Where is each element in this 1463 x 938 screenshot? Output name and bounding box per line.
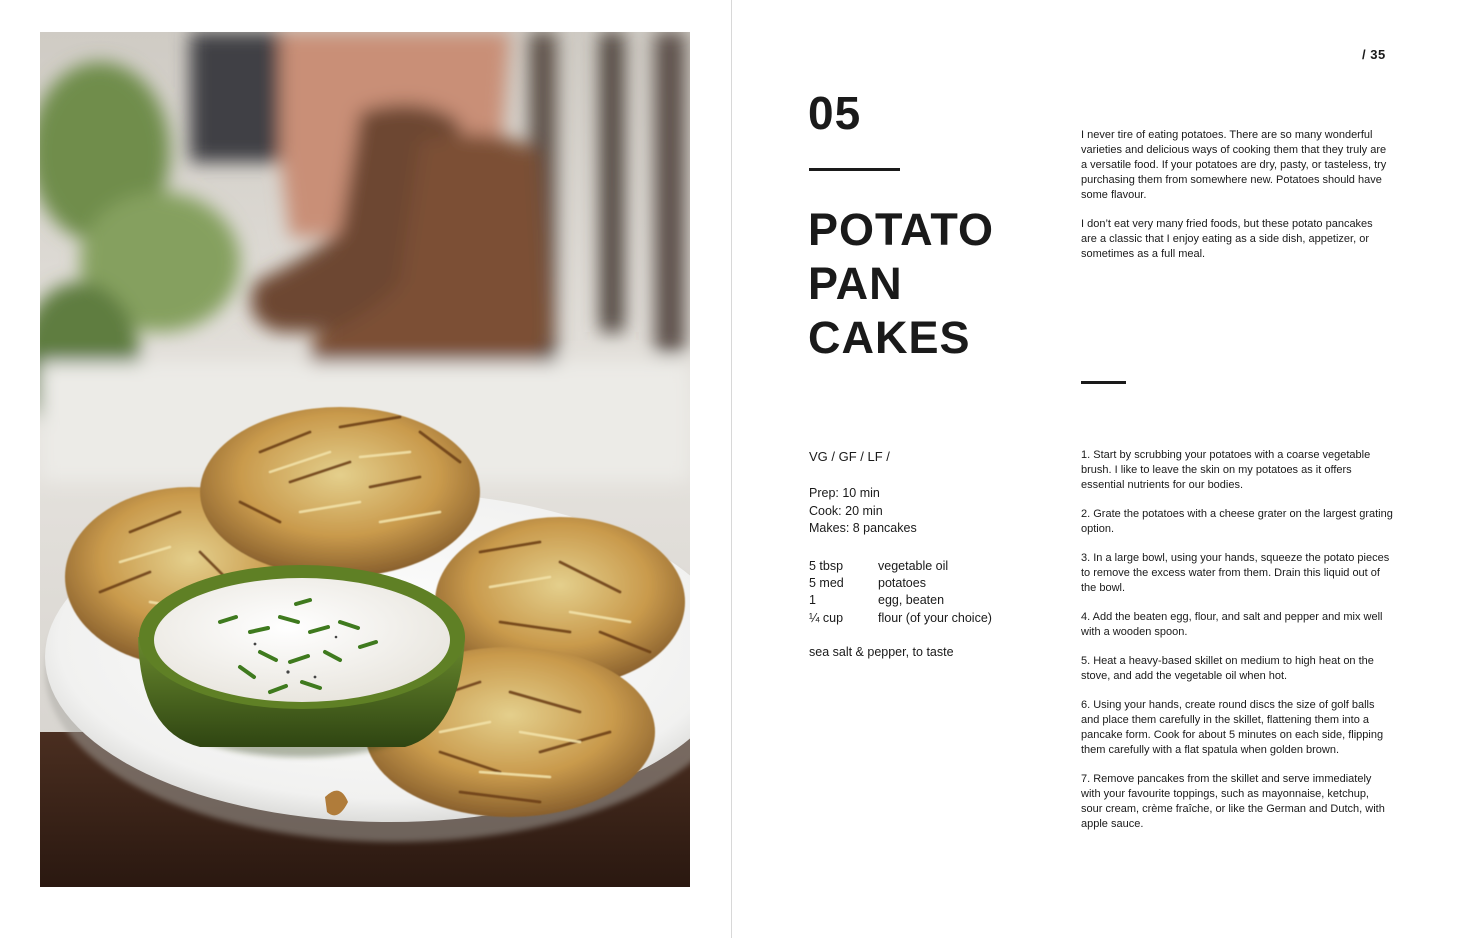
intro-paragraph: I never tire of eating potatoes. There are so many wonderful varieties and delicious ways of cooking them that they truly are a versatile food. If your potatoes are dry, pasty, or tasteless, try purchasing them from somewhere new. Potatoes should have some flavour.	[1081, 129, 1387, 201]
intro-paragraph: I don’t eat very many fried foods, but these potato pancakes are a classic that I enjoy eating as a side dish, appetizer, or sometimes as a full meal.	[1081, 218, 1373, 260]
yield: Makes: 8 pancakes	[809, 521, 917, 535]
method-step: 4. Add the beaten egg, flour, and salt and pepper and mix well with a wooden spoon.	[1081, 611, 1383, 638]
intro-text	[1081, 128, 1391, 276]
recipe-times	[809, 485, 917, 538]
ingredient-row	[809, 558, 992, 575]
title-line: POTATO	[808, 204, 994, 255]
title-line: PAN	[808, 258, 903, 309]
ingredient-row	[809, 610, 992, 627]
ingredient-quantity: 5 tbsp	[809, 559, 844, 573]
right-page	[732, 0, 1463, 938]
method-step: 1. Start by scrubbing your potatoes with a coarse vegetable brush. I like to leave the skin on my potatoes as it offers essential nutrients for our bodies.	[1081, 449, 1371, 491]
potato-pancakes-photo	[40, 32, 690, 887]
method-steps	[1081, 448, 1393, 846]
diet-tags: VG / GF / LF /	[809, 449, 890, 464]
ingredient-quantity: 5 med	[809, 576, 844, 591]
left-page	[0, 0, 731, 938]
method-step: 2. Grate the potatoes with a cheese grater on the largest grating option.	[1081, 508, 1393, 535]
method-step: 7. Remove pancakes from the skillet and serve immediately with your favourite toppings, such as mayonnaise, ketchup, sour cream, crème fraîche, or like the German and Dutch, with apple sauce.	[1081, 773, 1385, 830]
ingredient-name: flour (of your choice)	[878, 610, 992, 625]
cook-time: Cook: 20 min	[809, 503, 883, 518]
ingredient-quantity: 1	[809, 593, 816, 608]
ingredient-row	[809, 592, 992, 609]
section-divider	[1081, 381, 1126, 384]
method-step: 5. Heat a heavy-based skillet on medium to high heat on the stove, and add the vegetable oil when hot.	[1081, 655, 1374, 682]
ingredient-name: potatoes	[878, 576, 926, 591]
title-line: CAKES	[808, 312, 971, 363]
ingredient-quantity: ¼ cup	[809, 610, 844, 625]
seasoning-note: sea salt & pepper, to taste	[809, 645, 954, 659]
page-number: / 35	[1362, 47, 1386, 62]
ingredient-name: egg, beaten	[878, 593, 945, 608]
ingredient-name: vegetable oil	[878, 559, 949, 573]
ingredient-row	[809, 575, 992, 592]
recipe-number: 05	[808, 87, 862, 139]
title-divider	[809, 168, 900, 171]
ingredient-list	[809, 558, 992, 627]
prep-time: Prep: 10 min	[809, 486, 880, 500]
method-step: 3. In a large bowl, using your hands, squeeze the potato pieces to remove the excess water from them. Drain this liquid out of the bowl.	[1081, 552, 1390, 594]
method-step: 6. Using your hands, create round discs the size of golf balls and place them carefully in the skillet, flattening them into a pancake form. Cook for about 5 minutes on each side, flipping them carefully with a flat spatula when golden brown.	[1081, 699, 1384, 756]
recipe-title	[808, 203, 1038, 365]
